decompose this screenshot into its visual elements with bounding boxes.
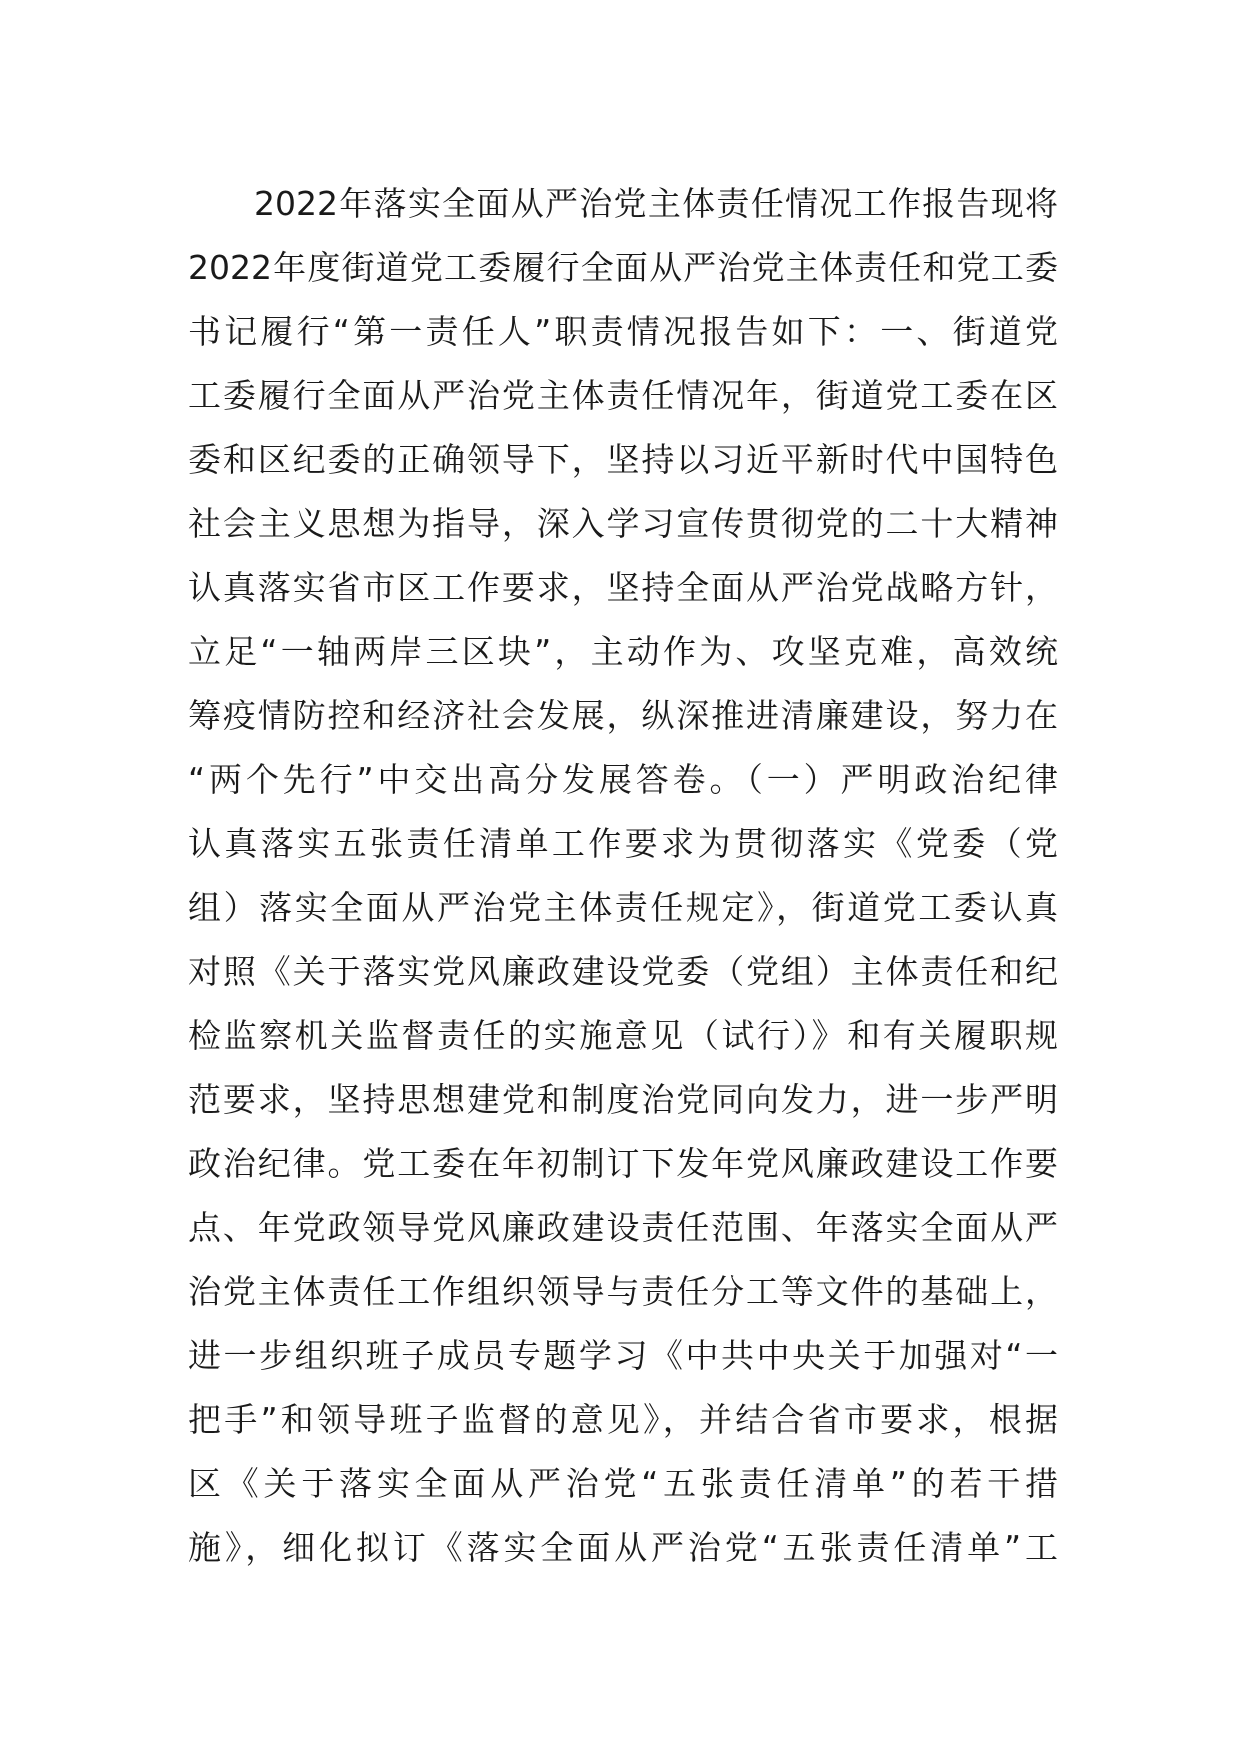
text-line: 区《关于落实全面从严治党“五张责任清单”的若干措 — [188, 1464, 1058, 1503]
text-line: 把手”和领导班子监督的意见》，并结合省市要求，根据 — [188, 1400, 1058, 1439]
text-line: 政治纪律。党工委在年初制订下发年党风廉政建设工作要 — [188, 1144, 1058, 1183]
text-line: 立足“一轴两岸三区块”，主动作为、攻坚克难，高效统 — [188, 632, 1058, 671]
text-line: 工委履行全面从严治党主体责任情况年，街道党工委在区 — [188, 376, 1058, 415]
report-body — [188, 172, 1058, 1580]
text-line: 检监察机关监督责任的实施意见（试行）》和有关履职规 — [188, 1016, 1058, 1055]
text-line: 2022年落实全面从严治党主体责任情况工作报告现将 — [254, 184, 1058, 223]
text-line: 施》，细化拟订《落实全面从严治党“五张责任清单”工 — [188, 1528, 1058, 1567]
text-line: 认真落实省市区工作要求，坚持全面从严治党战略方针， — [188, 568, 1058, 607]
text-line: 范要求，坚持思想建党和制度治党同向发力，进一步严明 — [188, 1080, 1058, 1119]
text-line: 书记履行“第一责任人”职责情况报告如下：一、街道党 — [188, 312, 1058, 351]
text-line: 筹疫情防控和经济社会发展，纵深推进清廉建设，努力在 — [188, 696, 1058, 735]
text-line: 2022年度街道党工委履行全面从严治党主体责任和党工委 — [188, 248, 1058, 287]
text-line: 组）落实全面从严治党主体责任规定》，街道党工委认真 — [188, 888, 1058, 927]
text-line: 点、年党政领导党风廉政建设责任范围、年落实全面从严 — [188, 1208, 1058, 1247]
text-line: 社会主义思想为指导，深入学习宣传贯彻党的二十大精神 — [188, 504, 1058, 543]
text-line: “两个先行”中交出高分发展答卷。（一）严明政治纪律 — [188, 760, 1058, 799]
text-line: 进一步组织班子成员专题学习《中共中央关于加强对“一 — [188, 1336, 1058, 1375]
text-line: 对照《关于落实党风廉政建设党委（党组）主体责任和纪 — [188, 952, 1058, 991]
text-line: 认真落实五张责任清单工作要求为贯彻落实《党委（党 — [188, 824, 1058, 863]
text-line: 委和区纪委的正确领导下，坚持以习近平新时代中国特色 — [188, 440, 1058, 479]
text-line: 治党主体责任工作组织领导与责任分工等文件的基础上， — [188, 1272, 1058, 1311]
